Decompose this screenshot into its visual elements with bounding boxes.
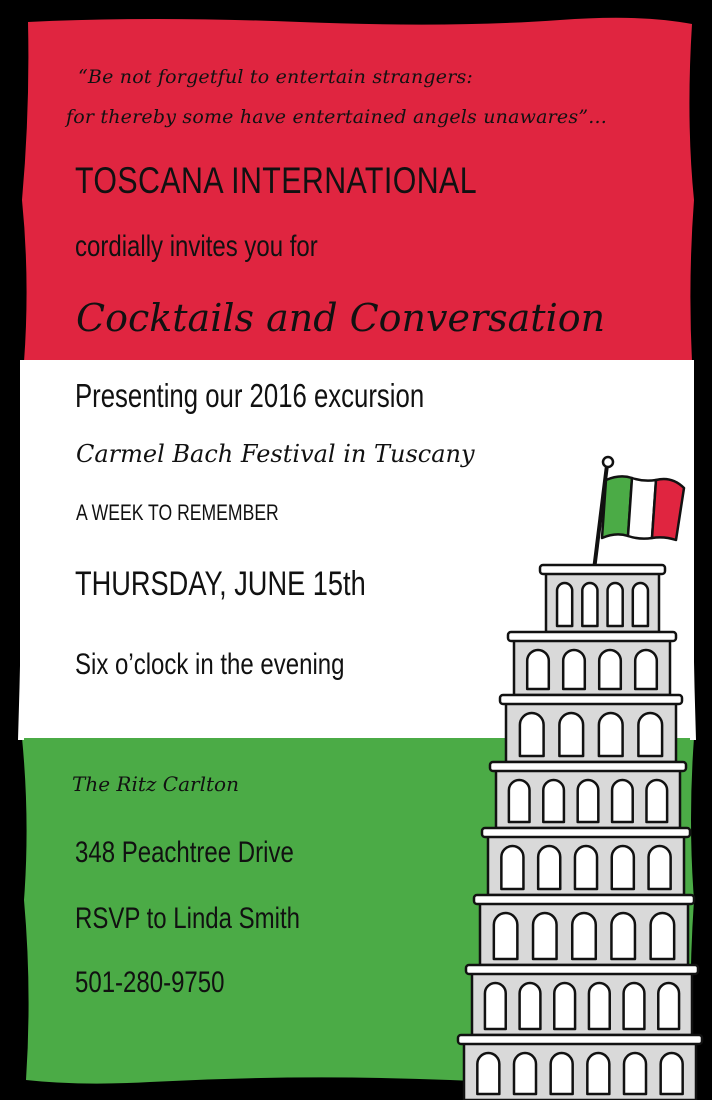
tower-arch — [633, 583, 648, 626]
rsvp-phone: 501-280-9750 — [75, 966, 225, 999]
tower-arch — [635, 650, 657, 689]
venue-name: The Ritz Carlton — [72, 772, 239, 796]
tower-arch — [608, 583, 623, 626]
tower-arch — [612, 846, 634, 889]
tower-arch — [661, 1053, 683, 1094]
tower-arch — [520, 713, 544, 756]
quote-line-1: “Be not forgetful to entertain strangers: — [78, 66, 474, 88]
tower-arch — [578, 780, 599, 822]
tower-arch — [485, 983, 506, 1029]
tower-arch — [559, 713, 583, 756]
tower-arch — [587, 1053, 609, 1094]
invite-line: cordially invites you for — [75, 230, 318, 263]
rsvp-line: RSVP to Linda Smith — [75, 902, 301, 935]
tower-arch — [554, 983, 575, 1029]
tower-arch — [551, 1053, 573, 1094]
tower-arch — [582, 583, 597, 626]
tower-ledge — [466, 965, 698, 974]
tower-arch — [649, 846, 671, 889]
tower-arch — [520, 983, 541, 1029]
tower-arch — [509, 780, 530, 822]
tower-arch — [477, 1053, 499, 1094]
tower-ledge — [500, 695, 682, 704]
tower-arch — [514, 1053, 536, 1094]
tower-arch — [538, 846, 560, 889]
tower-arch — [624, 983, 645, 1029]
tower-ledge — [508, 632, 676, 641]
tower-arch — [658, 983, 679, 1029]
tower-arch — [638, 713, 662, 756]
tower-arch — [527, 650, 549, 689]
organization-name: TOSCANA INTERNATIONAL — [75, 160, 477, 201]
tower-arch — [651, 913, 675, 959]
tower-arch — [575, 846, 597, 889]
excursion-name: Carmel Bach Festival in Tuscany — [76, 440, 475, 468]
tagline: A WEEK TO REMEMBER — [76, 500, 279, 525]
presenting-line: Presenting our 2016 excursion — [75, 377, 425, 414]
tower-arch — [624, 1053, 646, 1094]
venue-address: 348 Peachtree Drive — [75, 836, 294, 869]
quote-line-2: for thereby some have entertained angels unawares”... — [66, 106, 607, 128]
tower-arch — [563, 650, 585, 689]
tower-ledge — [474, 895, 694, 904]
italian-flag-icon — [602, 476, 684, 540]
tower-arch — [599, 713, 623, 756]
event-time: Six o’clock in the evening — [75, 648, 345, 681]
tower-ledge — [540, 565, 665, 574]
tower-arch — [494, 913, 518, 959]
tower-arch — [572, 913, 596, 959]
event-date: THURSDAY, JUNE 15th — [75, 565, 366, 603]
tower-arch — [589, 983, 610, 1029]
tower-arch — [612, 780, 633, 822]
tower-arch — [501, 846, 523, 889]
tower-ledge — [490, 762, 686, 771]
tower-ledge — [482, 828, 690, 837]
tower-arch — [646, 780, 667, 822]
tower-arch — [543, 780, 564, 822]
tower-arch — [611, 913, 635, 959]
tower-arch — [557, 583, 572, 626]
tower-ledge — [458, 1035, 702, 1044]
tower-arch — [599, 650, 621, 689]
tower-arch — [533, 913, 557, 959]
event-title: Cocktails and Conversation — [76, 296, 606, 340]
